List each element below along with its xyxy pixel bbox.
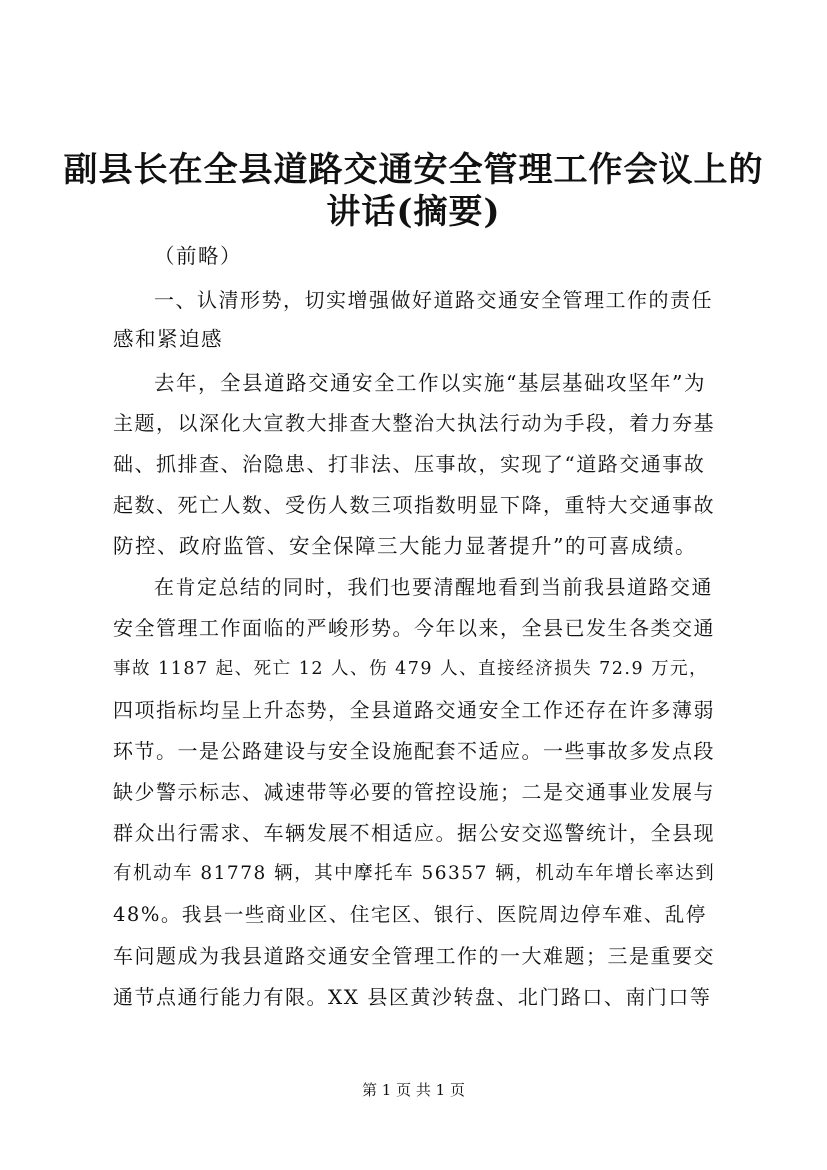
text-line: 去年，全县道路交通安全工作以实施“基层基础攻坚年”为 (154, 371, 706, 395)
section-heading-line: 一、认清形势，切实增强做好道路交通安全管理工作的责任 (154, 288, 713, 312)
text-line: 四项指标均呈上升态势，全县道路交通安全工作还存在许多薄弱 (113, 698, 715, 722)
text-line: 主题，以深化大宣教大排查大整治大执法行动为手段，着力夯基 (113, 411, 715, 435)
document-title-line1: 副县长在全县道路交通安全管理工作会议上的 (63, 150, 764, 190)
text-line: 有机动车 81778 辆，其中摩托车 56357 辆，机动车年增长率达到 (113, 863, 716, 884)
text-line: 缺少警示标志、减速带等必要的管控设施；二是交通事业发展与 (113, 780, 715, 804)
text-line: 础、抓排查、治隐患、打非法、压事故，实现了“道路交通事故 (113, 452, 706, 476)
document-title-line2: 讲话(摘要) (326, 192, 501, 232)
text-line: 事故 1187 起、死亡 12 人、伤 479 人、直接经济损失 72.9 万元， (113, 659, 709, 679)
text-line: （前略） (154, 244, 242, 268)
text-line: 安全管理工作面临的严峻形势。今年以来，全县已发生各类交通 (113, 616, 715, 640)
page-footer: 第 1 页 共 1 页 (362, 1081, 465, 1099)
text-line: 防控、政府监管、安全保障三大能力显著提升”的可喜成绩。 (113, 534, 697, 558)
text-line: 群众出行需求、车辆发展不相适应。据公安交巡警统计，全县现 (113, 821, 715, 845)
text-line: 在肯定总结的同时，我们也要清醒地看到当前我县道路交通 (154, 575, 713, 599)
text-line: 48%。我县一些商业区、住宅区、银行、医院周边停车难、乱停 (113, 903, 707, 926)
section-heading-line: 感和紧迫感 (113, 327, 223, 351)
text-line: 车问题成为我县道路交通安全管理工作的一大难题；三是重要交 (113, 944, 715, 968)
text-line: 起数、死亡人数、受伤人数三项指数明显下降，重特大交通事故 (113, 493, 715, 517)
text-line: 环节。一是公路建设与安全设施配套不适应。一些事故多发点段 (113, 739, 715, 763)
text-line: 通节点通行能力有限。XX 县区黄沙转盘、北门路口、南门口等 (113, 985, 712, 1009)
